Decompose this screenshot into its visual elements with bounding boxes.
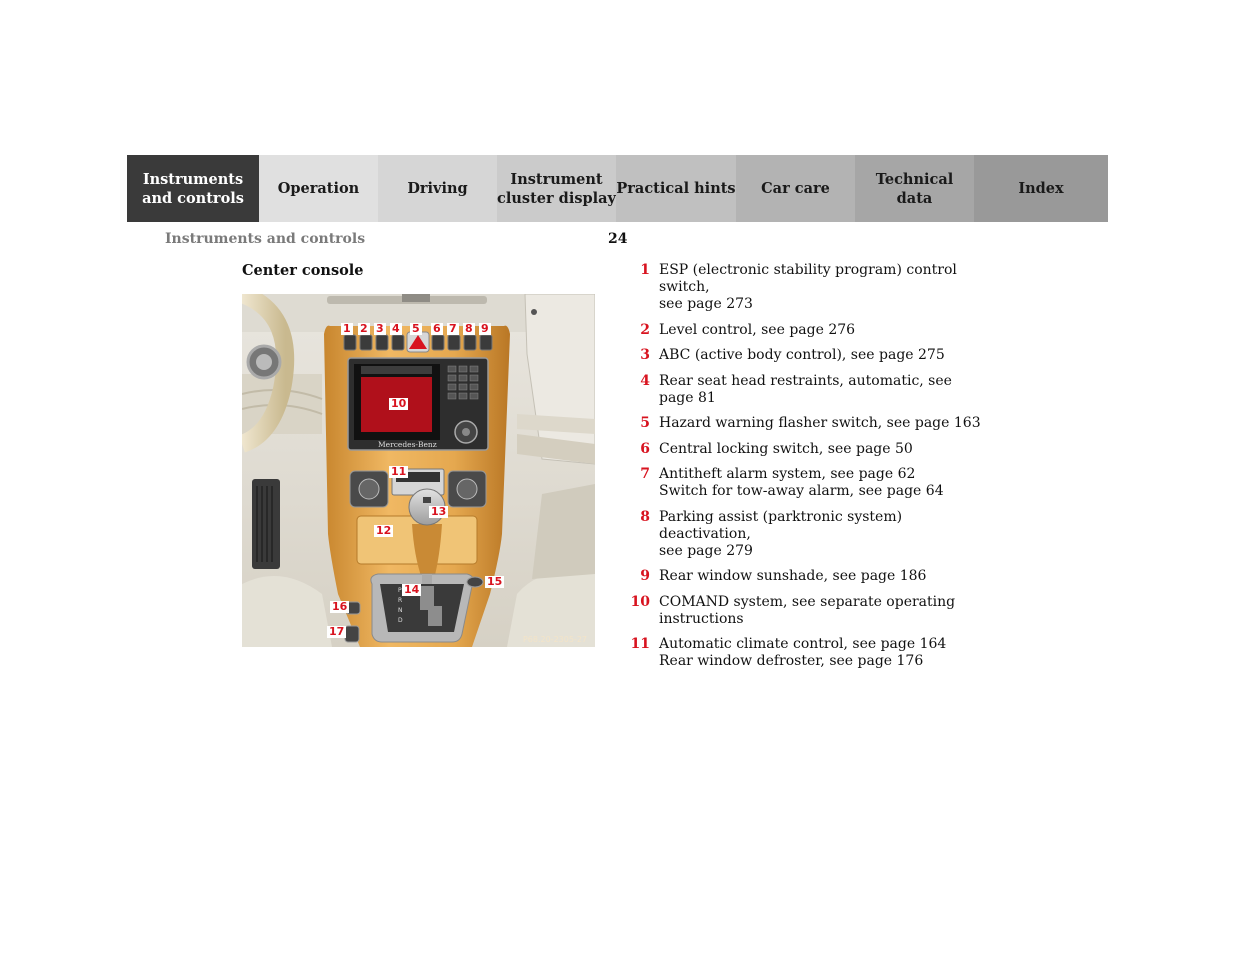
tab-technical-data[interactable]: Technical data xyxy=(855,155,974,222)
legend-item: 9 Rear window sunshade, see page 186 xyxy=(640,568,927,584)
svg-text:R: R xyxy=(398,597,403,604)
callout-13: 13 xyxy=(431,505,447,518)
legend-list xyxy=(628,262,988,679)
callout-15: 15 xyxy=(487,575,503,588)
section-title: Instruments and controls xyxy=(165,231,366,247)
callout-11: 11 xyxy=(391,465,407,478)
legend-item: 5 Hazard warning flasher switch, see page 163 xyxy=(640,415,981,431)
tab-index[interactable]: Index xyxy=(974,155,1108,222)
callout-7: 7 xyxy=(449,322,457,335)
callout-10: 10 xyxy=(391,397,407,410)
callout-5: 5 xyxy=(412,322,420,335)
chapter-tabs xyxy=(127,155,1108,222)
tab-practical-hints[interactable]: Practical hints xyxy=(616,155,736,222)
legend-item: 4 Rear seat head restraints, automatic, see page 81 xyxy=(640,372,952,406)
page-heading: Center console xyxy=(242,262,364,279)
callout-16: 16 xyxy=(332,600,348,613)
callout-12: 12 xyxy=(376,524,392,537)
legend-item: 7 Antitheft alarm system, see page 62 Switch for tow-away alarm, see page 64 xyxy=(640,466,944,499)
callout-2: 2 xyxy=(360,322,368,335)
legend-item: 8 Parking assist (parktronic system) deactivation, see page 279 xyxy=(640,508,903,559)
callout-17: 17 xyxy=(329,625,345,638)
callout-1: 1 xyxy=(343,322,351,335)
svg-text:P: P xyxy=(398,587,402,594)
callout-9: 9 xyxy=(481,322,489,335)
tab-instrument-cluster-display[interactable]: Instrument cluster display xyxy=(497,155,616,222)
screen-brand-text: Mercedes-Benz xyxy=(378,440,437,449)
callout-14: 14 xyxy=(404,583,420,596)
legend-item: 3 ABC (active body control), see page 275 xyxy=(640,347,945,363)
legend-item: 1 ESP (electronic stability program) control switch, see page 273 xyxy=(640,262,957,312)
legend-item: 10 COMAND system, see separate operating instructions xyxy=(630,593,956,627)
legend-item: 11 Automatic climate control, see page 164 Rear window defroster, see page 176 xyxy=(630,636,947,669)
legend-item: 2 Level control, see page 276 xyxy=(640,321,856,338)
callout-6: 6 xyxy=(433,322,441,335)
svg-text:N: N xyxy=(398,607,403,614)
page-number: 24 xyxy=(608,231,628,247)
tab-car-care[interactable]: Car care xyxy=(736,155,855,222)
tab-operation[interactable]: Operation xyxy=(259,155,378,222)
callout-8: 8 xyxy=(465,322,473,335)
legend-item: 6 Central locking switch, see page 50 xyxy=(640,440,913,457)
figure-reference: P68.20-2305-27 xyxy=(522,635,587,644)
center-console-illustration xyxy=(242,294,595,647)
svg-text:D: D xyxy=(398,617,403,624)
callout-4: 4 xyxy=(392,322,400,335)
callout-3: 3 xyxy=(376,322,384,335)
tab-instruments-and-controls[interactable]: Instruments and controls xyxy=(127,155,259,222)
tab-driving[interactable]: Driving xyxy=(378,155,497,222)
